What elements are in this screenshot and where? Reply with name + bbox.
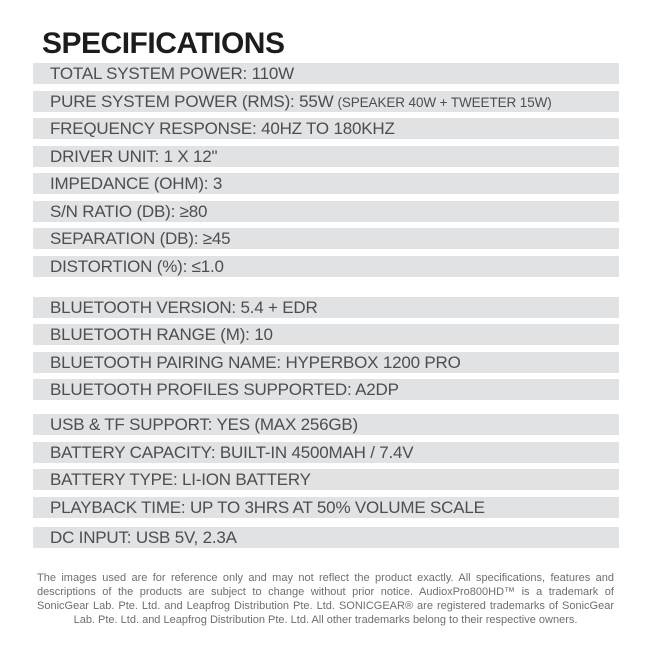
spec-row-label: BLUETOOTH RANGE (M): 10 [50,325,273,344]
spec-row-label: TOTAL SYSTEM POWER: 110W [50,64,294,83]
page-title: SPECIFICATIONS [42,27,285,60]
spec-row [33,91,619,112]
spec-row [33,256,619,277]
spec-section-audio [33,63,619,277]
spec-section-power-battery [33,414,619,518]
spec-sections [33,63,619,548]
spec-row-label: USB & TF SUPPORT: YES (MAX 256GB) [50,415,358,434]
spec-row-label: BATTERY CAPACITY: BUILT-IN 4500MAH / 7.4V [50,442,414,462]
spec-row-label: DC INPUT: USB 5V, 2.3A [50,527,237,547]
spec-section-bluetooth [33,297,619,401]
spec-row-note: (SPEAKER 40W + TWEETER 15W) [337,94,552,110]
spec-row-label: SEPARATION (DB): ≥45 [50,229,231,248]
spec-row-label: BLUETOOTH PROFILES SUPPORTED: A2DP [50,380,399,399]
spec-section-dc-input [33,527,619,548]
disclaimer-text: The images used are for reference only and may not reflect the product exactly. All specifications, features and descriptions of the products are subject to change without prior notice. AudioxPro800HD™ is a trademark of SonicGear Lab. Pte. Ltd. and Leapfrog Distribution Pte. Ltd. SONICGEAR® are registered trademarks of SonicGear Lab. Pte. Ltd. and Leapfrog Distribution Pte. Ltd. All other trademarks belong to their respective owners. [37,572,614,626]
spec-row [33,118,619,139]
spec-row-label: DRIVER UNIT: 1 X 12" [50,146,218,166]
spec-row [33,173,619,194]
spec-row-label: BLUETOOTH VERSION: 5.4 + EDR [50,297,318,317]
spec-row-label: BLUETOOTH PAIRING NAME: HYPERBOX 1200 PRO [50,352,461,372]
spec-row [33,324,619,345]
spec-row-label: FREQUENCY RESPONSE: 40HZ TO 180KHZ [50,119,395,138]
spec-row [33,469,619,490]
spec-row [33,146,619,167]
spec-row [33,352,619,373]
spec-row [33,201,619,222]
spec-row [33,63,619,84]
spec-row-label: PURE SYSTEM POWER (RMS): 55W [50,91,334,111]
spec-row [33,442,619,463]
spec-row-label: DISTORTION (%): ≤1.0 [50,256,224,276]
spec-row-label: PLAYBACK TIME: UP TO 3HRS AT 50% VOLUME SCALE [50,497,485,517]
spec-row [33,527,619,548]
spec-row [33,297,619,318]
spec-row [33,414,619,435]
spec-row-label: IMPEDANCE (OHM): 3 [50,174,223,193]
spec-row [33,228,619,249]
spec-row [33,379,619,400]
spec-row-label: S/N RATIO (DB): ≥80 [50,201,208,221]
spec-row-label: BATTERY TYPE: LI-ION BATTERY [50,470,311,489]
spec-row [33,497,619,518]
